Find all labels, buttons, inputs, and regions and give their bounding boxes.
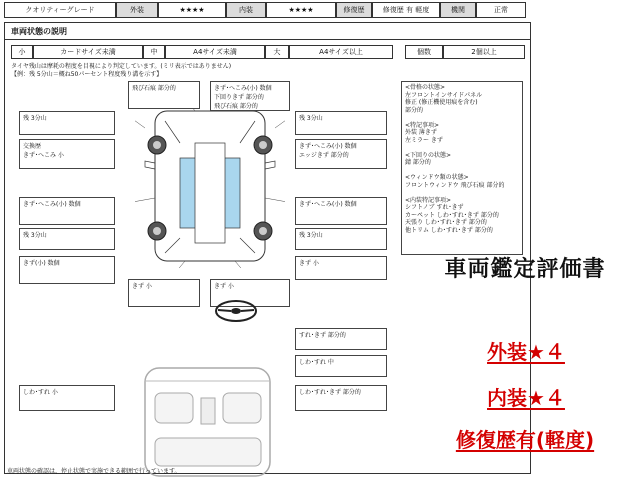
size-medium-desc: A4サイズ未満: [165, 45, 265, 59]
legend-box: [401, 81, 523, 255]
headline-repair: 修復歴有(軽度): [455, 428, 595, 452]
legend-line: 左ミラー きず: [405, 136, 443, 144]
headline-interior: 内装★４: [487, 386, 565, 410]
legend-line: 修正 (修正機使用痕を含む): [405, 99, 478, 106]
legend-lines: [405, 84, 519, 234]
grade-label: クオリティーグレード: [4, 2, 116, 18]
legend-line: シフトノブ すれ･きず: [405, 204, 464, 211]
callout-left-front: 交換歴 きず･へこみ 小: [19, 139, 115, 169]
callout-right-rear: きず･へこみ(小) 数個: [295, 197, 387, 225]
mirror-right: [265, 161, 275, 169]
sheet-footer: 車両状態の確認は、停止状態で実施できる範囲で行っています。: [7, 468, 181, 475]
legend-line: 天張り しわ･すれ･きず 部分的: [405, 219, 487, 226]
size-small-desc: カードサイズ未満: [33, 45, 143, 59]
count-label: 個数: [405, 45, 443, 59]
engine-value: 正常: [476, 2, 526, 18]
callout-rear-left: きず(小) 数個: [19, 256, 115, 284]
size-small: 小: [11, 45, 33, 59]
callout-tire-fl: 残 3分山: [19, 111, 115, 135]
callout-right-front: きず･へこみ(小) 数個 エッジきず 部分的: [295, 139, 387, 169]
legend-line: [405, 144, 519, 152]
legend-line: 左フロントインサイドパネル: [405, 91, 483, 99]
title-divider: [5, 39, 530, 40]
legend-line: 外装 薄きず: [405, 129, 437, 136]
callout-interior-left: しわ･すれ 小: [19, 385, 115, 411]
rear-seat: [155, 438, 261, 466]
callout-tire-rl: 残 3分山: [19, 228, 115, 250]
callout-seat-front: しわ･すれ 中: [295, 355, 387, 377]
legend-line: <特記事項>: [405, 121, 440, 129]
legend-line: <下回りの状態>: [405, 151, 452, 159]
callout-top-left: 飛び石痕 部分的: [128, 81, 200, 109]
size-large: 大: [265, 45, 289, 59]
headline-exterior: 外装★４: [487, 340, 565, 364]
repair-value: 修復歴 有 軽度: [372, 2, 440, 18]
callout-tire-rr: 残 3分山: [295, 228, 387, 250]
legend-line: フロントウィンドウ 飛び石痕 部分的: [405, 181, 505, 189]
size-large-desc: A4サイズ以上: [289, 45, 393, 59]
count-value: 2個以上: [443, 45, 525, 59]
callout-top-right: きず･へこみ(小) 数個 下回りきず 部分的 飛び石痕 部分的: [210, 81, 290, 111]
headline-title: 車両鑑定評価書: [444, 257, 606, 282]
tire-note: タイヤ残山は摩耗の程度を目視により判定しています。(ミリ表示ではありません): [11, 63, 232, 70]
tire-example: 【例：残 5分山＝概ね50パーセント程度残り溝を示す】: [11, 71, 163, 78]
legend-line: <ウィンドウ類の状態>: [405, 174, 469, 181]
exterior-label: 外装: [116, 2, 158, 18]
legend-line: 他トリム しわ･すれ･きず 部分的: [405, 226, 493, 234]
legend-line: [405, 189, 519, 197]
engine-label: 機関: [440, 2, 476, 18]
sheet-title: 車両状態の説明: [11, 27, 67, 36]
legend-line: カーペット しわ･すれ･きず 部分的: [405, 211, 499, 219]
legend-line: [405, 114, 519, 122]
callout-steering: すれ･きず 部分的: [295, 328, 387, 350]
callout-rear-right: きず 小: [295, 256, 387, 280]
exterior-stars: ★★★★: [158, 2, 226, 18]
seat-front-right: [223, 393, 261, 423]
seat-front-left: [155, 393, 193, 423]
legend-line: [405, 167, 519, 175]
callout-left-rear: きず･へこみ(小) 数個: [19, 197, 115, 225]
steering-wheel-icon: [213, 298, 259, 324]
repair-label: 修復歴: [336, 2, 372, 18]
mirror-left: [145, 161, 155, 169]
legend-line: 部分的: [405, 106, 424, 114]
interior-label: 内装: [226, 2, 266, 18]
callout-interior-right: しわ･すれ･きず 部分的: [295, 385, 387, 411]
car-diagram: [135, 103, 285, 268]
callout-bottom-left: きず 小: [128, 279, 200, 307]
interior-diagram: [125, 363, 295, 478]
grade-row: [4, 2, 526, 18]
legend-line: 錆 部分的: [405, 159, 431, 166]
callout-tire-fr: 残 3分山: [295, 111, 387, 135]
size-medium: 中: [143, 45, 165, 59]
roof: [195, 143, 225, 243]
center-console: [201, 398, 215, 424]
callout-bottom-mid: きず 小: [210, 279, 290, 307]
interior-stars: ★★★★: [266, 2, 336, 18]
legend-line: <内装特記事項>: [405, 196, 452, 204]
legend-line: <骨格の状態>: [405, 84, 446, 91]
